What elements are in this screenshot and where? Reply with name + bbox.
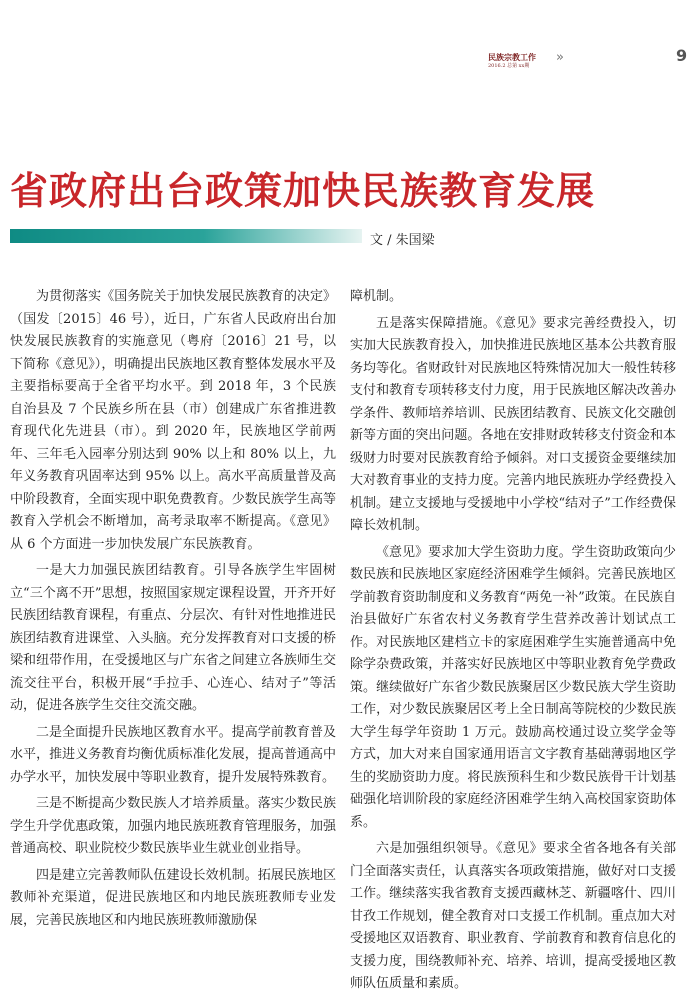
author-byline: 文 / 朱国梁 (370, 233, 435, 248)
double-chevron-right-icon: » (556, 50, 564, 65)
paragraph: 五是落实保障措施。《意见》要求完善经费投入，切实加大民族教育投入，加快推进民族地区基本公共教育服务均等化。省财政针对民族地区特殊情况加大一般性转移支付和教育专项转移支付力度，用于民族地区解决改善办学条件、教师培养培训、民族团结教育、民族文化交融创新等方面的突出问题。各地在安排财政转移支付资金和本级财力时要对民族教育给予倾斜。对口支援资金要继续加大对教育事业的支持力度。完善内地民族班办学经费投入机制。建立支援地与受援地中小学校“结对子”工作经费保障长效机制。 (350, 315, 676, 533)
title-gradient-bar (10, 229, 362, 243)
paragraph: 二是全面提升民族地区教育水平。提高学前教育普及水平，推进义务教育均衡优质标准化发展，提高普通高中办学水平，加快发展中等职业教育，提升发展特殊教育。 (10, 724, 336, 785)
paragraph: 为贯彻落实《国务院关于加快发展民族教育的决定》（国发〔2015〕46 号），近日，广东省人民政府出台加快发展民族教育的实施意见（粤府〔2016〕21 号，以下简称《意见》），明确提出民族地区教育整体发展水平及主要指标要高于全省平均水平。到 2018 年，3 个民族自治县及 7 个民族乡所在县（市）创建成广东省推进教育现代化先进县（市）。到 2020 年，民族地区学前两年、三年毛入园率分别达到 90% 以上和 80% 以上，九年义务教育巩固率达到 95% 以上。高水平高质量普及高中阶段教育，全面实现中职免费教育。少数民族学生高等教育入学机会不断增加，高考录取率不断提高。《意见》从 6 个方面进一步加快发展广东民族教育。 (10, 289, 336, 552)
journal-name: 民族宗教工作 (488, 52, 536, 62)
paragraph: 一是大力加强民族团结教育。引导各族学生牢固树立“三个离不开”思想，按照国家规定课程设置，开齐开好民族团结教育课程，有重点、分层次、有针对性地推进民族团结教育进课堂、入头脑。充分发挥教育对口支援的桥梁和纽带作用，在受援地区与广东省之间建立各族师生交流交往平台，积极开展“手拉手、心连心、结对子”等活动，促进各族学生交往交流交融。 (10, 563, 336, 713)
journal-issue: 2016.2 总第 xx期 (488, 63, 530, 69)
page-number: 9 (676, 46, 688, 65)
paragraph: 六是加强组织领导。《意见》要求全省各地各有关部门全面落实责任，认真落实各项政策措施，做好对口支援工作。继续落实我省教育支援西藏林芝、新疆喀什、四川甘孜工作规划，健全教育对口支援工作机制。重点加大对受援地区双语教育、职业教育、学前教育和教育信息化的支援力度，围绕教师补充、培养、培训，提高受援地区教师队伍质量和素质。 (350, 841, 676, 991)
right-column (350, 286, 676, 1000)
article-title: 省政府出台政策加快民族教育发展 (10, 169, 596, 213)
paragraph: 四是建立完善教师队伍建设长效机制。拓展民族地区教师补充渠道，促进民族地区和内地民族班教师专业发展，完善民族地区和内地民族班教师激励保 (10, 867, 336, 928)
paragraph: 三是不断提高少数民族人才培养质量。落实少数民族学生升学优惠政策，加强内地民族班教育管理服务，加强普通高校、职业院校少数民族毕业生就业创业指导。 (10, 796, 336, 856)
paragraph: 《意见》要求加大学生资助力度。学生资助政策向少数民族和民族地区家庭经济困难学生倾斜。完善民族地区学前教育资助制度和义务教育“两免一补”政策。在民族自治县做好广东省农村义务教育学生营养改善计划试点工作。对民族地区建档立卡的家庭困难学生实施普通高中免除学杂费政策，并落实好民族地区中等职业教育免学费政策。继续做好广东省少数民族聚居区少数民族大学生资助工作，对少数民族聚居区考上全日制高等院校的少数民族大学生每学年资助 1 万元。鼓励高校通过设立奖学金等方式，加大对来自国家通用语言文字教育基础薄弱地区学生的奖励资助力度。将民族预科生和少数民族骨干计划基础强化培训阶段的家庭经济困难学生纳入高校国家资助体系。 (350, 544, 676, 830)
running-header (488, 46, 688, 72)
paragraph: 障机制。 (350, 289, 403, 304)
left-column (10, 286, 336, 936)
